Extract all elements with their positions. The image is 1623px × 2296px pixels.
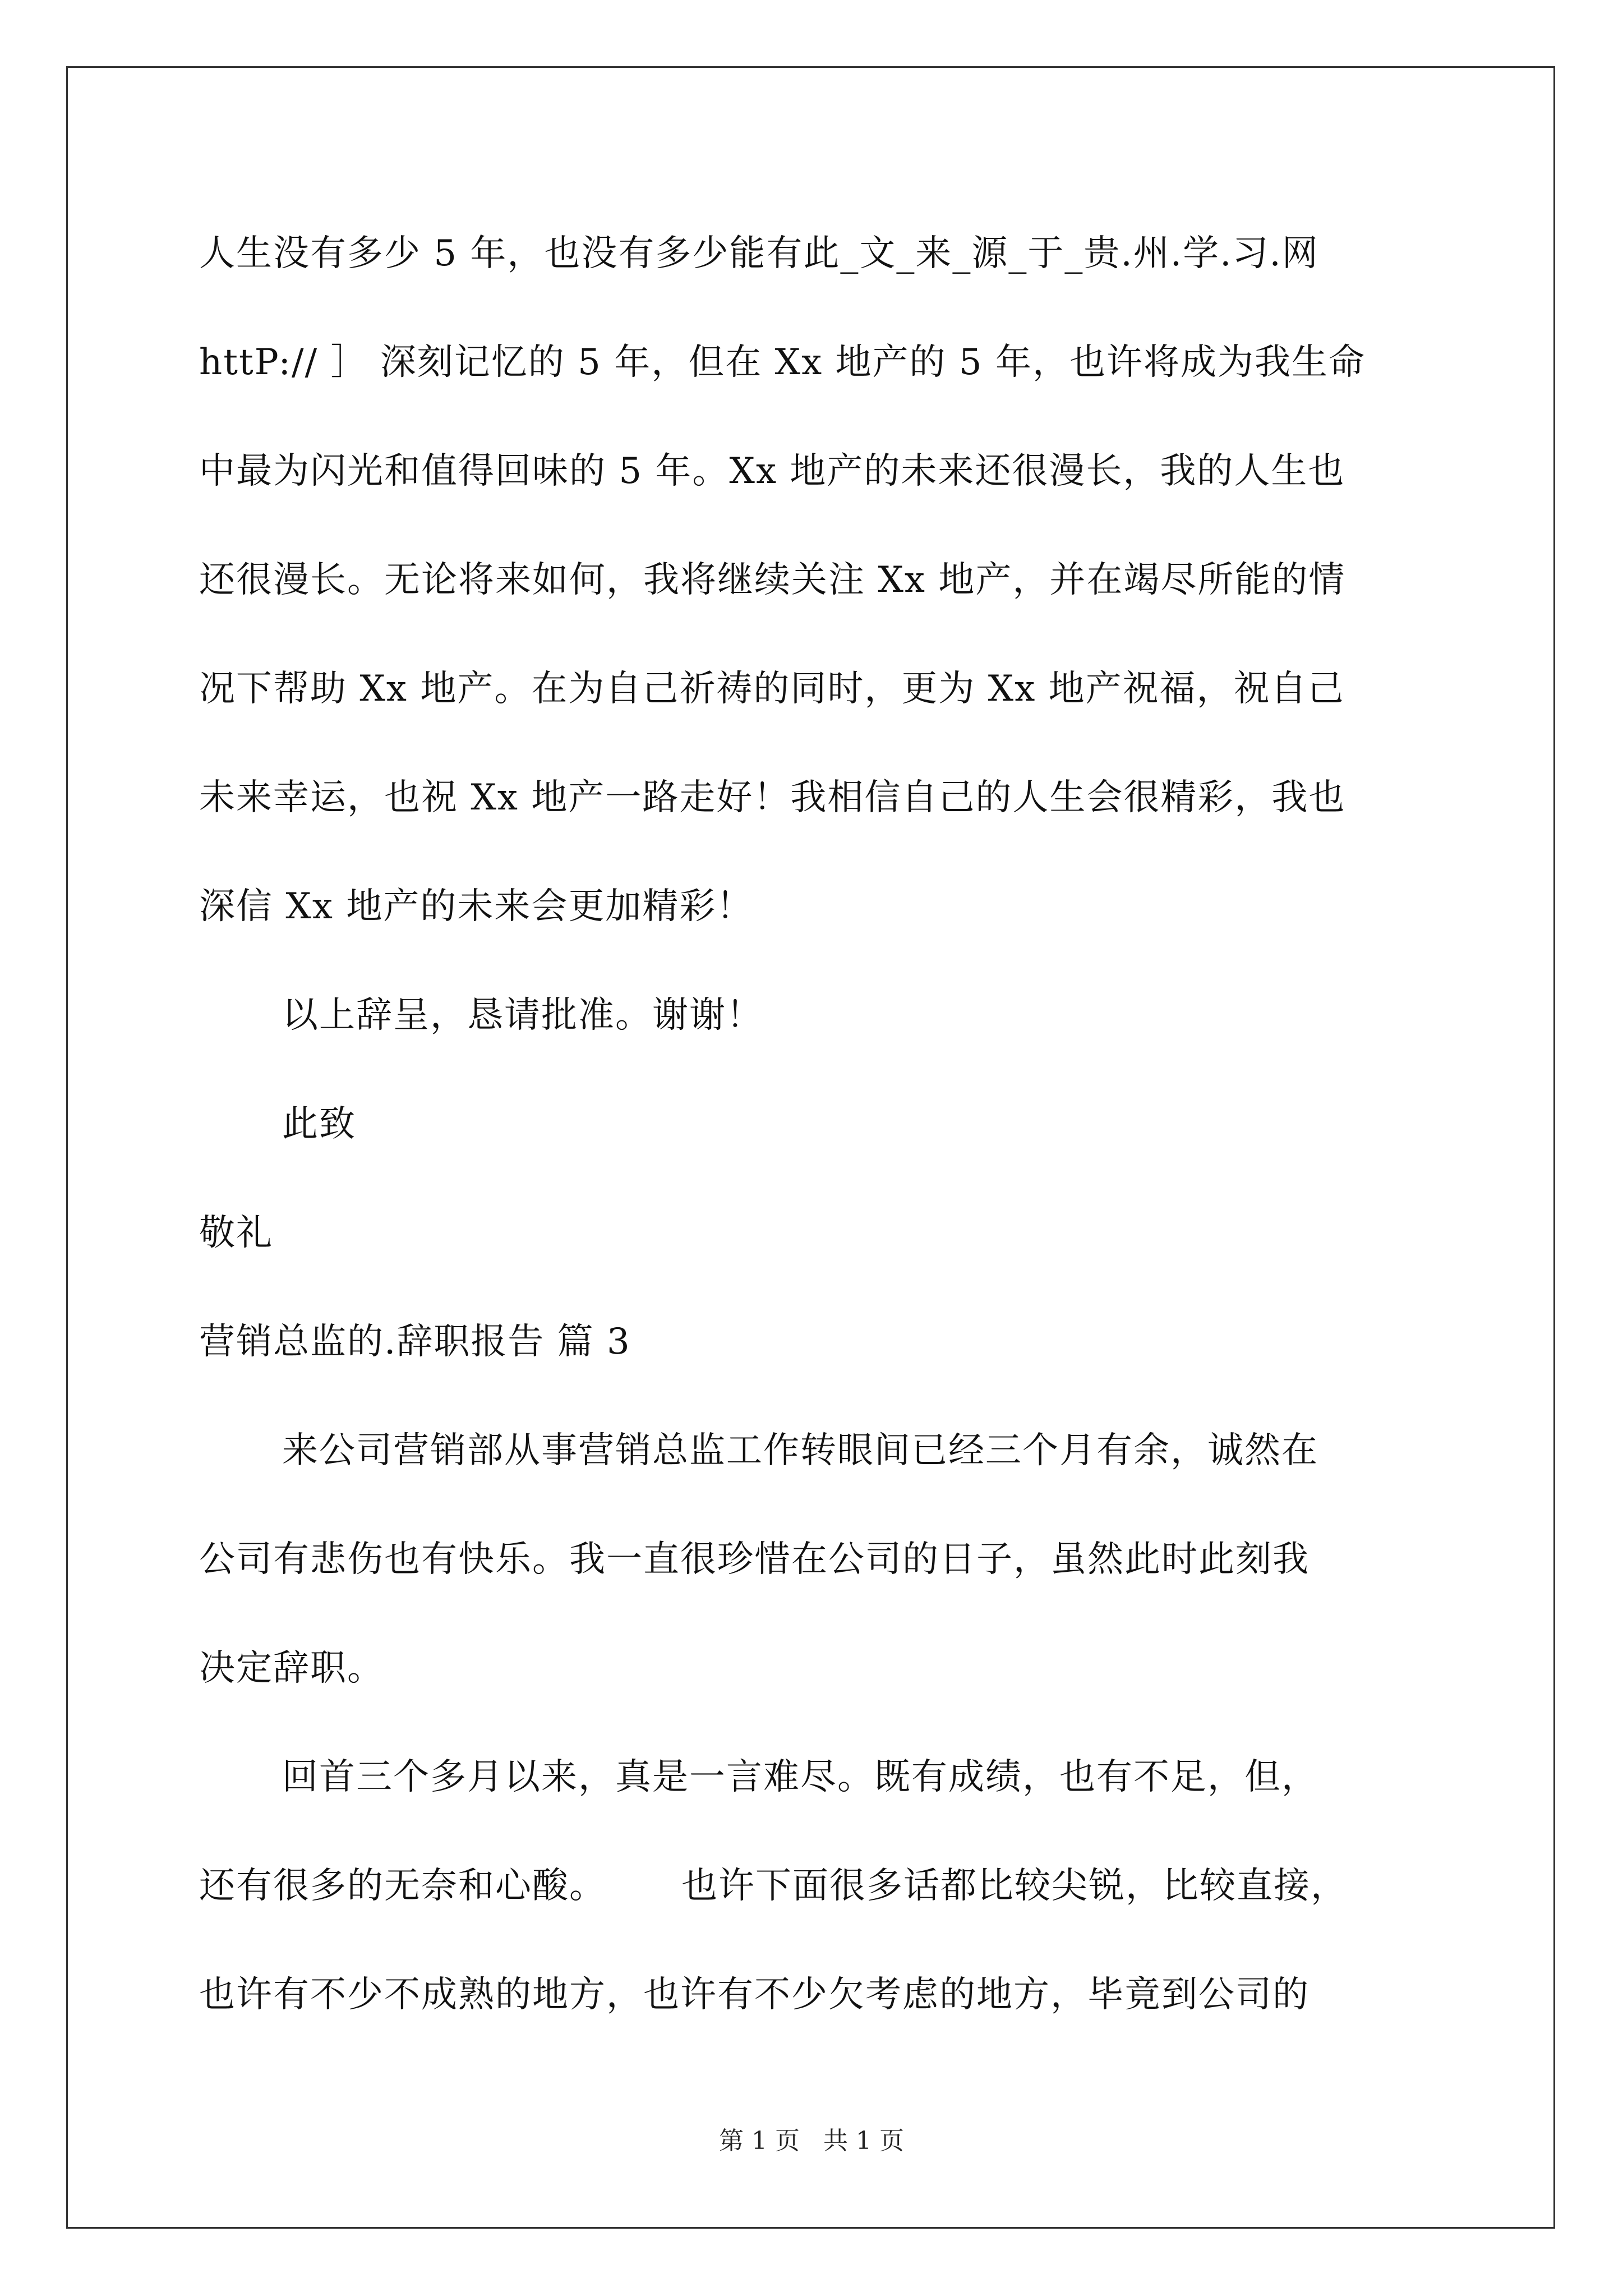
text-line: 深信 Xx 地产的未来会更加精彩！ — [199, 886, 754, 927]
closing-request: 以上辞呈，恳请批准。谢谢！ — [282, 995, 763, 1036]
text-line: 况下帮助 Xx 地产。在为自己祈祷的同时，更为 Xx 地产祝福，祝自己 — [199, 668, 1345, 710]
text-line: 公司有悲伤也有快乐。我一直很珍惜在公司的日子，虽然此时此刻我 — [199, 1539, 1310, 1580]
text-line: 决定辞职。 — [199, 1648, 384, 1689]
text-line: 未来幸运，也祝 Xx 地产一路走好！我相信自己的人生会很精彩，我也 — [199, 777, 1346, 818]
text-line: 还很漫长。无论将来如何，我将继续关注 Xx 地产，并在竭尽所能的情 — [199, 559, 1346, 601]
text-line: 还有很多的无奈和心酸。 也许下面很多话都比较尖锐，比较直接， — [199, 1865, 1348, 1907]
paragraph-start: 来公司营销部从事营销总监工作转眼间已经三个月有余，诚然在 — [282, 1430, 1318, 1471]
salutation-cizhi: 此致 — [282, 1103, 356, 1145]
page-footer: 第 1 页 共 1 页 — [719, 2127, 904, 2155]
text-line: 人生没有多少 5 年，也没有多少能有此_文_来_源_于_贵.州.学.习.网 — [199, 233, 1319, 274]
text-line: 也许有不少不成熟的地方，也许有不少欠考虑的地方，毕竟到公司的 — [199, 1974, 1310, 2016]
salutation-jingli: 敬礼 — [199, 1212, 273, 1254]
paragraph-start: 回首三个多月以来，真是一言难尽。既有成绩，也有不足，但， — [282, 1756, 1318, 1798]
text-line: httP:// ］ 深刻记忆的 5 年，但在 Xx 地产的 5 年，也许将成为我生命 — [199, 342, 1366, 383]
document-body — [199, 220, 1455, 2070]
text-line: 中最为闪光和值得回味的 5 年。Xx 地产的未来还很漫长，我的人生也 — [199, 450, 1345, 492]
section-title: 营销总监的.辞职报告 篇 3 — [199, 1321, 631, 1363]
